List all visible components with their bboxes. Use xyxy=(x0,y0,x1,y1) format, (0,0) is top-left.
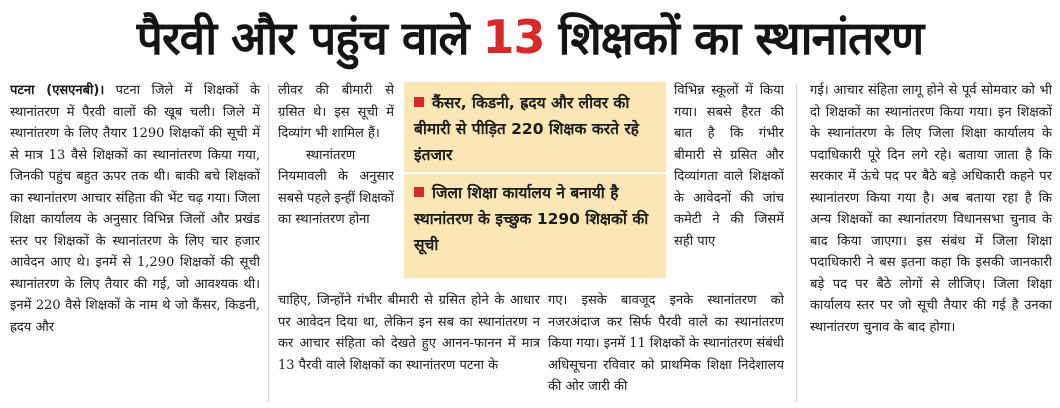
pull-quote-2-text: जिला शिक्षा कार्यालय ने बनायी है स्थानांतरण के इच्छुक 1290 शिक्षकों की सूची xyxy=(414,184,649,254)
article-column-2 xyxy=(278,80,394,288)
column-5-text: गई। आचार संहिता लागू होने से पूर्व सोमवार को भी दो शिक्षकों का स्थानांतरण किया गया। इन शिक्षकों के स्थानांतरण के लिए जिला शिक्षा कार्यालय के पदाधिकारी पूरे दिन लगे रहे। बताया जाता है कि सरकार में ऊंचे पद पर बैठे बड़े अधिकारी कहने पर स्थानांतरण किया गया है। अब बताया रहा है कि अन्य शिक्षकों का स्थानांतरण विधानसभा चुनाव के बाद किया जाएगा। इस संबंध में जिला शिक्षा पदाधिकारी ने बस इतना कहा कि इसकी जानकारी बड़े पद पर बैठे लोगों से लीजिए। जिला शिक्षा कार्यालय स्तर पर जो सूची तैयार की गई है उनका स्थानांतरण चुनाव के बाद होगा। xyxy=(810,83,1052,335)
column-rule xyxy=(268,84,269,402)
headline-number: 13 xyxy=(482,10,545,64)
article-column-4 xyxy=(674,80,784,288)
red-square-bullet-icon xyxy=(414,97,424,107)
pull-quote-box xyxy=(404,82,666,278)
column-2-text-b: स्थानांतरण नियमावली के अनुसार सबसे पहले इन्हीं शिक्षकों का स्थानांतरण होना xyxy=(278,147,394,227)
pull-quote-divider xyxy=(404,172,666,174)
headline xyxy=(0,0,1060,74)
wide-text-right: गए। इसके बावजूद इनके स्थानांतरण को नजरअंदाज कर सिर्फ पैरवी वाले का स्थानांतरण किया गया। इनमें 11 शिक्षकों के स्थानांतरण संबंधी अधिसूचना रविवार को प्राथमिक शिक्षा निदेशालय की ओर जारी की xyxy=(548,293,784,394)
column-4-text: विभिन्न स्कूलों में किया गया। सबसे हैरत की बात है कि गंभीर बीमारी से ग्रसित और दिव्यांगता वाले शिक्षकों के आवेदनों की जांच कमेटी ने की जिसमें सही पाए xyxy=(674,83,784,249)
column-2-text-a: लीवर की बीमारी से ग्रसित थे। इस सूची में दिव्यांग भी शामिल हैं। xyxy=(278,83,394,141)
pull-quote-1-text: कैंसर, किडनी, ह्रदय और लीवर की बीमारी से पीड़ित 220 शिक्षक करते रहे इंतजार xyxy=(414,94,639,164)
dateline: पटना (एसएनबी)। xyxy=(10,83,105,98)
headline-text-before: पैरवी और पहुंच वाले xyxy=(136,11,469,65)
pull-quote-2 xyxy=(414,180,658,258)
wide-text-left: चाहिए, जिन्होंने गंभीर बीमारी से ग्रसित होने के आधार पर आवेदन दिया था, लेकिन इन सब का स्थानांतरण न कर आचार संहिता को देखते हुए आनन-फानन में मात्र 13 पैरवी वाले शिक्षकों का स्थानांतरण पटना के xyxy=(278,293,540,373)
article-wide-text-left xyxy=(278,290,540,404)
pull-quote-1 xyxy=(414,90,658,168)
article-wide-text-right xyxy=(548,290,784,404)
red-square-bullet-icon xyxy=(414,187,424,197)
article-column-1 xyxy=(10,80,260,404)
headline-text-after: शिक्षकों का स्थानांतरण xyxy=(558,11,924,65)
column-rule xyxy=(796,84,797,402)
column-1-text: पटना जिले में शिक्षकों के स्थानांतरण में पैरवी वालों की खूब चली। जिले में स्थानांतरण के लिए तैयार 1290 शिक्षकों की सूची में से मात्र 13 वैसे शिक्षकों का स्थानांतरण किया गया, जिनकी पहुंच बहुत ऊपर तक थी। बाकी बचे शिक्षकों का स्थानांतरण आचार संहिता की भेंट चढ़ गया। जिला शिक्षा कार्यालय के अनुसार विभिन्न जिलों और प्रखंड स्तर पर शिक्षकों के स्थानांतरण के लिए चार हजार आवेदन आए थे। इनमें से 1,290 शिक्षकों की सूची स्थानांतरण के लिए तैयार की गई, जो आवश्यक थी। इनमें 220 वैसे शिक्षकों के नाम थे जो कैंसर, किडनी, ह्रदय और xyxy=(10,83,260,335)
article-column-5 xyxy=(810,80,1052,404)
